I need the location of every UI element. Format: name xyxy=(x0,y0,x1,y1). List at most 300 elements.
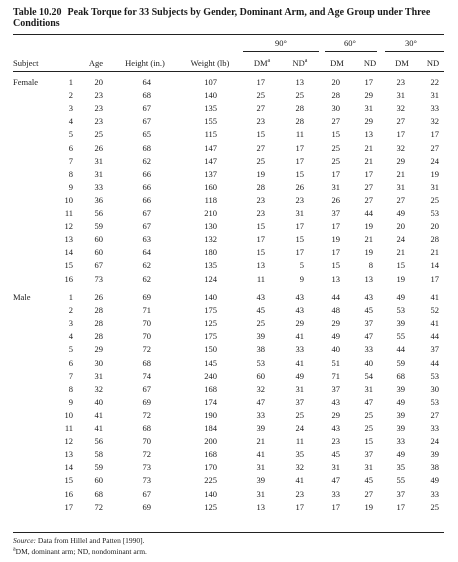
cell-age: 60 xyxy=(94,234,103,245)
cell-dm-90: 23 xyxy=(256,208,265,218)
cell-nd-60: 47 xyxy=(364,396,373,407)
cell-subject-number: 11 xyxy=(64,208,73,218)
cell-weight: 137 xyxy=(204,168,217,179)
cell-nd-90: 17 xyxy=(295,221,304,232)
cell-subject-number: 16 xyxy=(64,488,73,499)
cell-dm-30: 49 xyxy=(396,208,405,218)
cell-dm-90: 15 xyxy=(256,221,265,232)
cell-nd-60: 33 xyxy=(364,344,373,355)
cell-height: 70 xyxy=(142,331,151,342)
cell-subject-number: 8 xyxy=(68,168,73,179)
cell-weight: 140 xyxy=(204,90,217,101)
cell-dm-60: 45 xyxy=(331,449,340,460)
cell-nd-90: 28 xyxy=(295,103,304,114)
cell-weight: 107 xyxy=(204,77,217,87)
cell-dm-90: 31 xyxy=(256,462,265,473)
cell-age: 73 xyxy=(94,273,103,284)
cell-age: 41 xyxy=(94,423,103,433)
cell-dm-90: 38 xyxy=(256,344,265,355)
cell-dm-90: 21 xyxy=(256,436,265,447)
cell-dm-90: 27 xyxy=(256,103,265,114)
cell-dm-30: 55 xyxy=(396,331,405,342)
cell-age: 28 xyxy=(94,318,103,329)
cell-nd-30: 49 xyxy=(430,475,439,486)
cell-dm-30: 32 xyxy=(396,103,405,114)
cell-nd-90: 11 xyxy=(295,129,304,140)
cell-nd-90: 29 xyxy=(295,318,304,329)
cell-dm-60: 17 xyxy=(331,221,340,232)
cell-dm-30: 39 xyxy=(396,409,405,420)
cell-dm-60: 27 xyxy=(331,116,340,127)
cell-age: 23 xyxy=(94,116,103,127)
cell-subject-number: 2 xyxy=(68,90,73,101)
cell-nd-30: 20 xyxy=(430,221,439,232)
cell-weight: 180 xyxy=(204,247,217,258)
cell-dm-90: 28 xyxy=(256,181,265,192)
cell-dm-60: 31 xyxy=(331,462,340,473)
cell-dm-60: 29 xyxy=(331,409,340,420)
cell-dm-60: 25 xyxy=(331,142,340,153)
cell-subject-number: 1 xyxy=(68,77,73,87)
cell-height: 64 xyxy=(142,247,151,258)
cell-nd-30: 28 xyxy=(430,234,439,245)
cell-nd-90: 37 xyxy=(295,396,304,407)
cell-dm-90: 27 xyxy=(256,142,265,153)
cell-subject-number: 3 xyxy=(68,318,73,329)
cell-subject-number: 14 xyxy=(64,462,73,473)
cell-nd-90: 43 xyxy=(295,305,304,316)
cell-height: 62 xyxy=(142,155,151,166)
cell-nd-90: 17 xyxy=(295,155,304,166)
cell-weight: 124 xyxy=(204,273,217,284)
cell-age: 20 xyxy=(94,77,103,87)
group-label-male: Male xyxy=(13,292,31,302)
cell-age: 60 xyxy=(94,475,103,486)
cell-dm-30: 23 xyxy=(396,77,405,87)
cell-dm-60: 13 xyxy=(331,273,340,284)
cell-dm-60: 31 xyxy=(331,181,340,192)
cell-dm-30: 24 xyxy=(396,234,405,245)
cell-nd-30: 53 xyxy=(430,208,439,218)
cell-nd-90: 15 xyxy=(295,234,304,245)
cell-age: 23 xyxy=(94,103,103,114)
header-nd-90: $ND^a$ xyxy=(292,58,308,68)
cell-subject-number: 7 xyxy=(68,155,73,166)
header-nd-30: ND xyxy=(426,58,440,68)
cell-age: 59 xyxy=(94,221,103,232)
cell-nd-30: 33 xyxy=(430,103,439,114)
cell-dm-90: 32 xyxy=(256,383,265,394)
cell-dm-30: 15 xyxy=(396,260,405,271)
cell-dm-90: 31 xyxy=(256,488,265,499)
cell-nd-30: 17 xyxy=(430,273,439,284)
cell-nd-90: 13 xyxy=(295,77,304,87)
cell-nd-60: 17 xyxy=(364,168,373,179)
cell-dm-90: 23 xyxy=(256,194,265,205)
header-age: Age xyxy=(88,58,104,68)
cell-dm-90: 45 xyxy=(256,305,265,316)
cell-dm-30: 33 xyxy=(396,436,405,447)
cell-height: 66 xyxy=(142,168,151,179)
cell-dm-60: 23 xyxy=(331,436,340,447)
cell-height: 63 xyxy=(142,234,151,245)
cell-dm-60: 19 xyxy=(331,234,340,245)
cell-age: 58 xyxy=(94,449,103,460)
bottom-rule xyxy=(13,532,444,533)
cell-height: 73 xyxy=(142,462,151,473)
cell-nd-60: 27 xyxy=(364,194,373,205)
cell-subject-number: 16 xyxy=(64,273,73,284)
header-subject: Subject xyxy=(13,58,39,68)
cell-nd-90: 25 xyxy=(295,90,304,101)
header-height: Height (in.) xyxy=(125,58,165,68)
table-label: Table 10.20 xyxy=(13,7,62,18)
cell-height: 71 xyxy=(142,305,151,316)
cell-nd-90: 28 xyxy=(295,116,304,127)
cell-dm-30: 55 xyxy=(396,475,405,486)
cell-height: 62 xyxy=(142,260,151,271)
cell-nd-60: 25 xyxy=(364,409,373,420)
cell-age: 31 xyxy=(94,370,103,381)
cell-height: 72 xyxy=(142,409,151,420)
table-title: Peak Torque for 33 Subjects by Gender, Dominant Arm, and Age Group under Three xyxy=(67,7,431,18)
cell-weight: 200 xyxy=(204,436,217,447)
cell-weight: 125 xyxy=(204,501,217,512)
cell-age: 40 xyxy=(94,396,103,407)
cell-nd-30: 44 xyxy=(430,331,439,342)
cell-age: 33 xyxy=(94,181,103,192)
cell-dm-90: 17 xyxy=(256,77,265,87)
cell-weight: 140 xyxy=(204,488,217,499)
cell-dm-90: 53 xyxy=(256,357,265,368)
angle-30-label: 30° xyxy=(405,38,417,48)
cell-nd-60: 54 xyxy=(364,370,373,381)
cell-weight: 175 xyxy=(204,305,217,316)
cell-age: 30 xyxy=(94,357,103,368)
cell-height: 72 xyxy=(142,449,151,460)
cell-weight: 190 xyxy=(204,409,217,420)
cell-dm-30: 53 xyxy=(396,305,405,316)
cell-age: 28 xyxy=(94,305,103,316)
cell-subject-number: 4 xyxy=(68,116,73,127)
cell-nd-30: 41 xyxy=(430,318,439,329)
angle-30-underline xyxy=(385,51,444,52)
cell-nd-90: 32 xyxy=(295,462,304,473)
cell-weight: 174 xyxy=(204,396,217,407)
cell-nd-60: 37 xyxy=(364,449,373,460)
cell-nd-30: 33 xyxy=(430,423,439,433)
cell-weight: 168 xyxy=(204,449,217,460)
cell-nd-30: 24 xyxy=(430,155,439,166)
cell-dm-30: 32 xyxy=(396,142,405,153)
cell-dm-90: 47 xyxy=(256,396,265,407)
cell-weight: 210 xyxy=(204,208,217,218)
cell-dm-90: 15 xyxy=(256,129,265,140)
cell-nd-60: 21 xyxy=(364,234,373,245)
angle-90-underline xyxy=(243,51,319,52)
cell-nd-90: 15 xyxy=(295,168,304,179)
cell-dm-90: 17 xyxy=(256,234,265,245)
cell-age: 36 xyxy=(94,194,103,205)
cell-nd-90: 33 xyxy=(295,344,304,355)
cell-nd-30: 53 xyxy=(430,396,439,407)
cell-age: 60 xyxy=(94,247,103,258)
cell-weight: 140 xyxy=(204,292,217,302)
cell-weight: 170 xyxy=(204,462,217,473)
cell-nd-90: 43 xyxy=(295,292,304,302)
table-title-continued: Conditions xyxy=(13,18,60,29)
cell-dm-90: 25 xyxy=(256,90,265,101)
cell-height: 68 xyxy=(142,142,151,153)
cell-dm-60: 17 xyxy=(331,247,340,258)
cell-nd-90: 11 xyxy=(295,436,304,447)
cell-subject-number: 9 xyxy=(68,181,73,192)
cell-nd-90: 24 xyxy=(295,423,304,433)
cell-height: 68 xyxy=(142,423,151,433)
group-label-female: Female xyxy=(13,77,39,87)
cell-weight: 150 xyxy=(204,344,217,355)
cell-dm-30: 17 xyxy=(396,501,405,512)
cell-subject-number: 17 xyxy=(64,501,73,512)
cell-subject-number: 6 xyxy=(68,142,73,153)
cell-nd-90: 35 xyxy=(295,449,304,460)
cell-weight: 145 xyxy=(204,357,217,368)
cell-nd-90: 23 xyxy=(295,488,304,499)
cell-nd-30: 31 xyxy=(430,90,439,101)
cell-dm-30: 31 xyxy=(396,181,405,192)
cell-dm-60: 40 xyxy=(331,344,340,355)
cell-nd-60: 27 xyxy=(364,488,373,499)
cell-nd-30: 33 xyxy=(430,488,439,499)
cell-nd-90: 5 xyxy=(299,260,304,271)
cell-height: 66 xyxy=(142,181,151,192)
cell-dm-30: 21 xyxy=(396,168,405,179)
cell-nd-30: 14 xyxy=(430,260,439,271)
cell-dm-90: 23 xyxy=(256,116,265,127)
cell-dm-30: 49 xyxy=(396,449,405,460)
cell-nd-60: 13 xyxy=(364,129,373,140)
cell-nd-90: 17 xyxy=(295,142,304,153)
cell-dm-60: 49 xyxy=(331,331,340,342)
cell-subject-number: 7 xyxy=(68,370,73,381)
cell-subject-number: 4 xyxy=(68,331,73,342)
cell-nd-90: 25 xyxy=(295,409,304,420)
angle-60-label: 60° xyxy=(344,38,356,48)
cell-subject-number: 15 xyxy=(64,475,73,486)
angle-90-label: 90° xyxy=(275,38,287,48)
cell-subject-number: 9 xyxy=(68,396,73,407)
cell-age: 59 xyxy=(94,462,103,473)
cell-height: 68 xyxy=(142,90,151,101)
cell-age: 67 xyxy=(94,260,103,271)
cell-dm-90: 25 xyxy=(256,318,265,329)
cell-nd-60: 21 xyxy=(364,155,373,166)
cell-weight: 135 xyxy=(204,103,217,114)
cell-height: 67 xyxy=(142,383,151,394)
cell-nd-30: 22 xyxy=(430,77,439,87)
cell-weight: 175 xyxy=(204,331,217,342)
cell-nd-90: 41 xyxy=(295,357,304,368)
cell-dm-60: 17 xyxy=(331,501,340,512)
header-dm-60: DM xyxy=(330,58,344,68)
cell-dm-30: 68 xyxy=(396,370,405,381)
cell-nd-30: 24 xyxy=(430,436,439,447)
cell-subject-number: 1 xyxy=(68,292,73,302)
cell-age: 68 xyxy=(94,488,103,499)
cell-height: 67 xyxy=(142,488,151,499)
cell-weight: 184 xyxy=(204,423,217,433)
cell-dm-90: 15 xyxy=(256,247,265,258)
cell-subject-number: 12 xyxy=(64,436,73,447)
cell-dm-30: 20 xyxy=(396,221,405,232)
cell-height: 69 xyxy=(142,292,151,302)
cell-dm-60: 51 xyxy=(331,357,340,368)
cell-age: 32 xyxy=(94,383,103,394)
cell-subject-number: 5 xyxy=(68,344,73,355)
cell-nd-60: 19 xyxy=(364,221,373,232)
cell-nd-60: 17 xyxy=(364,77,373,87)
cell-subject-number: 3 xyxy=(68,103,73,114)
cell-dm-90: 13 xyxy=(256,501,265,512)
cell-dm-90: 19 xyxy=(256,168,265,179)
cell-nd-30: 30 xyxy=(430,383,439,394)
cell-nd-90: 41 xyxy=(295,475,304,486)
cell-height: 67 xyxy=(142,208,151,218)
cell-age: 26 xyxy=(94,292,103,302)
cell-age: 26 xyxy=(94,142,103,153)
cell-dm-60: 37 xyxy=(331,383,340,394)
cell-age: 31 xyxy=(94,155,103,166)
cell-dm-90: 43 xyxy=(256,292,265,302)
cell-dm-30: 27 xyxy=(396,194,405,205)
cell-dm-90: 60 xyxy=(256,370,265,381)
cell-subject-number: 15 xyxy=(64,260,73,271)
cell-weight: 125 xyxy=(204,318,217,329)
cell-nd-60: 31 xyxy=(364,103,373,114)
cell-dm-60: 43 xyxy=(331,423,340,433)
cell-subject-number: 5 xyxy=(68,129,73,140)
cell-dm-30: 31 xyxy=(396,90,405,101)
cell-subject-number: 8 xyxy=(68,383,73,394)
cell-height: 70 xyxy=(142,318,151,329)
abbreviation-note: $^a$DM, dominant arm; ND, nondominant arm. xyxy=(13,546,147,556)
cell-subject-number: 6 xyxy=(68,357,73,368)
cell-dm-60: 17 xyxy=(331,168,340,179)
cell-age: 31 xyxy=(94,168,103,179)
cell-nd-30: 21 xyxy=(430,247,439,258)
cell-nd-30: 32 xyxy=(430,116,439,127)
cell-weight: 132 xyxy=(204,234,217,245)
cell-subject-number: 13 xyxy=(64,449,73,460)
cell-weight: 118 xyxy=(204,194,217,205)
cell-dm-90: 39 xyxy=(256,423,265,433)
source-note: Source: Data from Hillel and Patten [1990]. xyxy=(13,536,145,545)
cell-age: 56 xyxy=(94,436,103,447)
cell-dm-60: 71 xyxy=(331,370,340,381)
cell-dm-30: 19 xyxy=(396,273,405,284)
cell-age: 25 xyxy=(94,129,103,140)
cell-nd-60: 45 xyxy=(364,475,373,486)
cell-subject-number: 13 xyxy=(64,234,73,245)
cell-nd-60: 43 xyxy=(364,292,373,302)
cell-dm-60: 33 xyxy=(331,488,340,499)
cell-dm-90: 11 xyxy=(256,273,265,284)
cell-nd-90: 26 xyxy=(295,181,304,192)
cell-dm-60: 43 xyxy=(331,396,340,407)
cell-dm-30: 37 xyxy=(396,488,405,499)
cell-dm-90: 33 xyxy=(256,409,265,420)
cell-nd-30: 25 xyxy=(430,194,439,205)
cell-subject-number: 14 xyxy=(64,247,73,258)
cell-dm-90: 41 xyxy=(256,449,265,460)
cell-nd-60: 27 xyxy=(364,181,373,192)
cell-subject-number: 2 xyxy=(68,305,73,316)
cell-nd-60: 29 xyxy=(364,90,373,101)
cell-height: 67 xyxy=(142,116,151,127)
cell-dm-90: 39 xyxy=(256,331,265,342)
cell-nd-30: 19 xyxy=(430,168,439,179)
cell-height: 66 xyxy=(142,194,151,205)
cell-weight: 115 xyxy=(204,129,217,140)
cell-dm-30: 59 xyxy=(396,357,405,368)
cell-nd-30: 31 xyxy=(430,181,439,192)
cell-nd-30: 27 xyxy=(430,409,439,420)
cell-height: 68 xyxy=(142,357,151,368)
table-caption xyxy=(13,7,453,29)
cell-dm-90: 39 xyxy=(256,475,265,486)
cell-dm-60: 29 xyxy=(331,318,340,329)
cell-nd-30: 39 xyxy=(430,449,439,460)
cell-height: 74 xyxy=(142,370,151,381)
cell-height: 69 xyxy=(142,396,151,407)
cell-dm-30: 44 xyxy=(396,344,405,355)
header-dm-30: DM xyxy=(395,58,409,68)
cell-dm-30: 39 xyxy=(396,318,405,329)
cell-nd-90: 17 xyxy=(295,247,304,258)
cell-height: 67 xyxy=(142,103,151,114)
cell-weight: 240 xyxy=(204,370,217,381)
cell-weight: 168 xyxy=(204,383,217,394)
cell-dm-30: 17 xyxy=(396,129,405,140)
cell-nd-30: 44 xyxy=(430,357,439,368)
cell-nd-30: 53 xyxy=(430,370,439,381)
cell-nd-60: 44 xyxy=(364,208,373,218)
cell-nd-30: 38 xyxy=(430,462,439,473)
cell-nd-60: 8 xyxy=(368,260,373,271)
cell-nd-30: 37 xyxy=(430,344,439,355)
cell-dm-60: 28 xyxy=(331,90,340,101)
cell-weight: 155 xyxy=(204,116,217,127)
cell-dm-90: 13 xyxy=(256,260,265,271)
cell-dm-60: 37 xyxy=(331,208,340,218)
cell-weight: 135 xyxy=(204,260,217,271)
cell-weight: 147 xyxy=(204,155,217,166)
cell-weight: 147 xyxy=(204,142,217,153)
cell-dm-30: 39 xyxy=(396,383,405,394)
cell-nd-90: 41 xyxy=(295,331,304,342)
cell-dm-60: 30 xyxy=(331,103,340,114)
cell-nd-30: 52 xyxy=(430,305,439,316)
header-rule xyxy=(13,71,444,72)
cell-dm-90: 25 xyxy=(256,155,265,166)
cell-age: 72 xyxy=(94,501,103,512)
cell-subject-number: 10 xyxy=(64,194,73,205)
cell-nd-60: 31 xyxy=(364,462,373,473)
cell-nd-60: 31 xyxy=(364,383,373,394)
cell-nd-60: 19 xyxy=(364,247,373,258)
cell-nd-30: 27 xyxy=(430,142,439,153)
cell-nd-90: 17 xyxy=(295,501,304,512)
